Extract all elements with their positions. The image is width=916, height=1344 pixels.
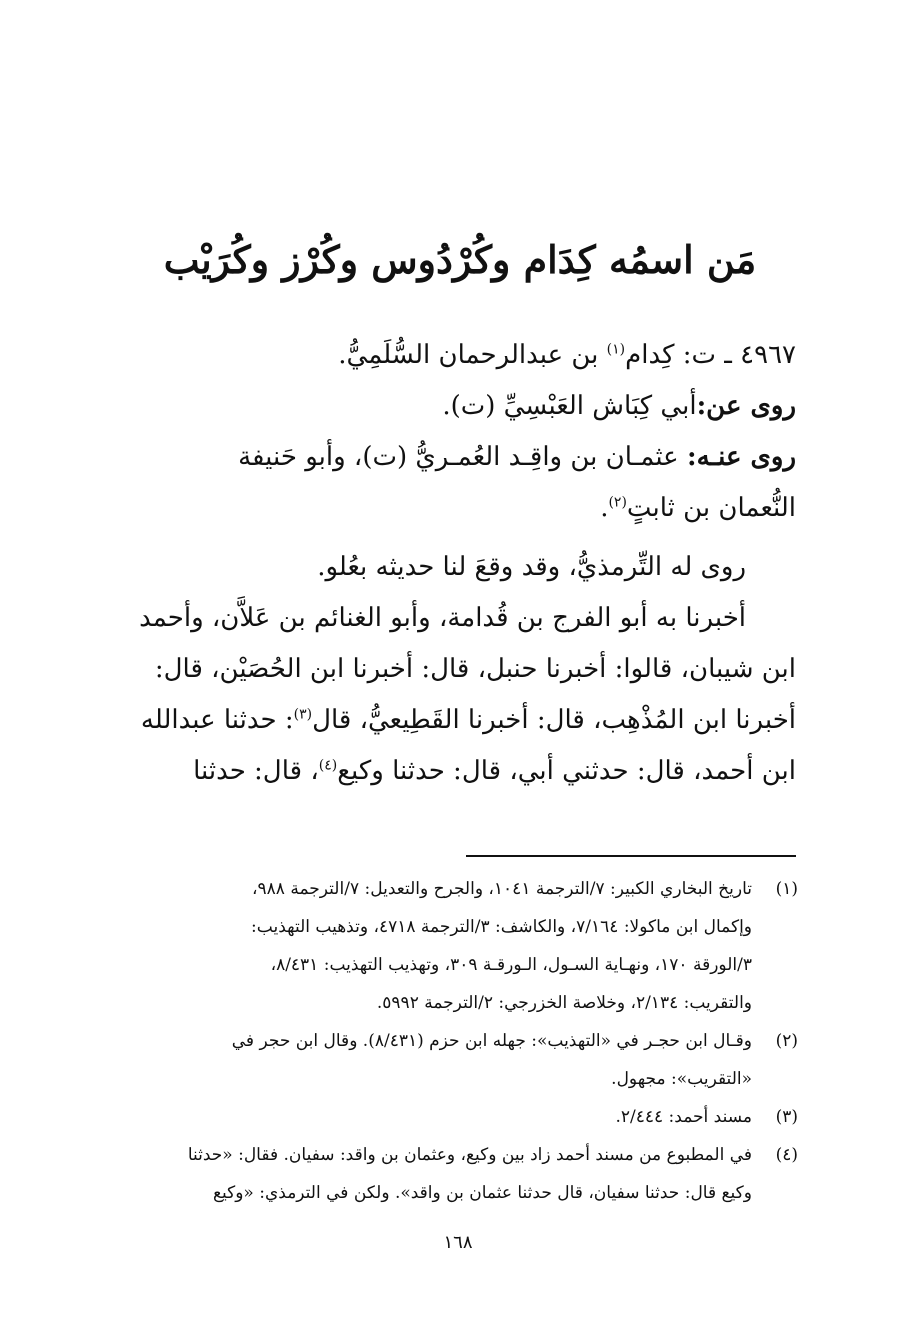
body-line-1: روى له التِّرمذيُّ، وقد وقعَ لنا حديثه بعُلو. [317, 552, 746, 582]
footnote-number: (٢) [775, 1031, 798, 1051]
chapter-title: مَن اسمُه كِدَام وكُرْدُوس وكُرْز وكُرَيْب [163, 237, 757, 282]
body-line-4 [116, 695, 796, 746]
body-line-3: ابن شيبان، قالوا: أخبرنا حنبل، قال: أخبرنا ابن الحُصَيْن، قال: [154, 654, 796, 684]
paragraph-gap [116, 534, 796, 542]
footnote-ref-3: (٣) [293, 706, 313, 723]
narrated-by-end: . [600, 493, 609, 523]
footnote-line: في المطبوع من مسند أحمد زاد بين وكيع، وعثمان بن واقد: سفيان. فقال: «حدثنا [187, 1145, 752, 1165]
footnote-line: وإكمال ابن ماكولا: ٧/١٦٤، والكاشف: ٣/الترجمة ٤٧١٨، وتذهيب التهذيب: [251, 917, 752, 937]
footnote-ref-1: (١) [606, 341, 626, 358]
footnote-line: والتقريب: ٢/١٣٤، وخلاصة الخزرجي: ٢/الترجمة ٥٩٩٢. [376, 993, 752, 1013]
body-line-4-start: أخبرنا ابن المُذْهِب، قال: أخبرنا القَطِيعيُّ، قال [312, 705, 796, 735]
narrated-by-cont-text: النُّعمان بن ثابتٍ [626, 493, 796, 523]
footnote-3 [108, 1098, 798, 1136]
footnote-body [108, 1136, 752, 1212]
body-line-5 [116, 746, 796, 797]
narrated-from-label: روى عن: [696, 391, 796, 421]
footnote-2 [108, 1022, 798, 1098]
main-text [116, 330, 796, 797]
footnote-4 [108, 1136, 798, 1212]
footnote-body [108, 1098, 752, 1136]
footnote-ref-2: (٢) [608, 494, 627, 511]
footnote-line: تاريخ البخاري الكبير: ٧/الترجمة ١٠٤١، والجرح والتعديل: ٧/الترجمة ٩٨٨، [252, 879, 752, 899]
footnote-line: ٣/الورقة ١٧٠، ونهـاية السـول، الـورقـة ٣٠٩، وتهذيب التهذيب: ٨/٤٣١، [270, 955, 752, 975]
footnotes [108, 870, 798, 1212]
narrated-by-continuation [116, 483, 796, 534]
footnote-1 [108, 870, 798, 1022]
footnote-line: مسند أحمد: ٢/٤٤٤. [615, 1107, 752, 1127]
footnote-line: «التقريب»: مجهول. [611, 1069, 752, 1089]
narrated-from-line [116, 381, 796, 432]
footnote-body [108, 1022, 752, 1098]
footnote-line: وكيع قال: حدثنا سفيان، قال حدثنا عثمان بن واقد». ولكن في الترمذي: «وكيع [212, 1183, 752, 1203]
footnote-number: (٤) [775, 1145, 798, 1165]
body-line-5-start: ابن أحمد، قال: حدثني أبي، قال: حدثنا وكيع [337, 756, 796, 786]
page-number: ١٦٨ [443, 1232, 473, 1253]
narrated-by-label: روى عنـه: [686, 442, 796, 472]
narrated-by-line [116, 432, 796, 483]
footnote-body [108, 870, 752, 1022]
entry-number: ٤٩٦٧ [740, 340, 796, 370]
entry-heading-line [116, 330, 796, 381]
entry-name-first: كِدام [625, 340, 675, 370]
body-line-5-end: ، قال: حدثنا [193, 756, 319, 786]
footnote-number: (١) [775, 879, 798, 899]
narrated-by-text: عثمـان بن واقِـد العُمـريُّ (ت)، وأبو حَنيفة [238, 442, 679, 472]
footnote-line: وقـال ابن حجـر في «التهذيب»: جهله ابن حزم (٨/٤٣١). وقال ابن حجر في [231, 1031, 752, 1051]
body-line-2: أخبرنا به أبو الفرج بن قُدامة، وأبو الغنائم بن عَلاَّن، وأحمد [139, 603, 746, 633]
footnote-divider [466, 855, 796, 857]
entry-name-rest: بن عبدالرحمان السُّلَمِيُّ. [338, 340, 599, 370]
entry-code: ـ ت: [682, 340, 732, 370]
body-line-4-end: : حدثنا عبدالله [140, 705, 294, 735]
narrated-from-text: أبي كِبَاش العَبْسِيِّ (ت). [442, 391, 697, 421]
footnote-ref-4: (٤) [318, 757, 338, 774]
footnote-number: (٣) [775, 1107, 798, 1127]
